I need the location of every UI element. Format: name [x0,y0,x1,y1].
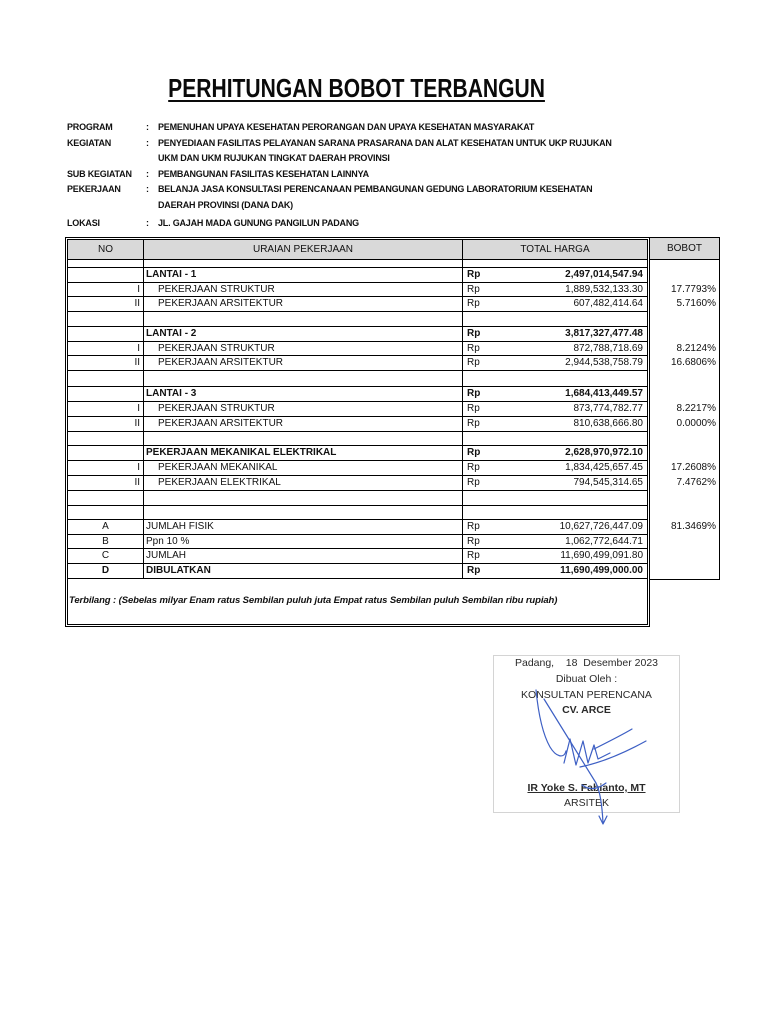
total-price-cell [463,417,647,431]
table-row [68,549,647,564]
amount-value: 3,817,327,477.48 [565,328,643,339]
amount-value: 1,834,425,657.45 [565,462,643,473]
bobot-column [650,237,720,580]
bobot-value [650,549,719,564]
bobot-value: 17.7793% [670,284,716,295]
total-price-cell [463,535,647,548]
bobot-value [650,268,719,283]
amount-value: 873,774,782.77 [573,403,643,414]
empty-row [68,260,647,268]
colon-separator: : [146,184,149,194]
colon-separator: : [146,122,149,132]
bobot-value [650,260,719,268]
currency-label: Rp [467,357,480,368]
item-description: PEKERJAAN ELEKTRIKAL [144,476,463,490]
total-price-cell [463,342,647,355]
total-price-cell [463,327,647,341]
signer-title: ARSITEK [564,797,609,809]
row-number [68,268,144,282]
amount-value: 1,062,772,644.71 [565,536,643,547]
terbilang-text: Terbilang : (Sebelas milyar Enam ratus Sembilan puluh juta Empat ratus Sembilan puluh Sembilan ribu rupiah) [69,595,558,606]
total-price-cell [463,268,647,282]
title-container [0,73,714,103]
amount-value: 872,788,718.69 [573,343,643,354]
info-value [158,182,707,213]
total-price-cell [463,283,647,296]
row-number [68,387,144,401]
row-number [68,506,144,519]
info-value [158,216,707,232]
item-description: PEKERJAAN STRUKTUR [144,402,463,416]
table-body [68,260,647,579]
item-description [144,491,463,505]
currency-label: Rp [467,343,480,354]
item-description: PEKERJAAN ARSITEKTUR [144,417,463,431]
bobot-value: 8.2124% [676,343,716,354]
info-value-line: PEMBANGUNAN FASILITAS KESEHATAN LAINNYA [158,168,369,179]
bobot-value: 8.2217% [676,403,716,414]
table-row [68,387,647,402]
item-description: LANTAI - 2 [144,327,463,341]
row-number [68,446,144,460]
row-number: I [68,461,144,475]
item-description [144,506,463,519]
table-row [68,342,647,356]
empty-row [68,432,647,446]
info-value-line: JL. GAJAH MADA GUNUNG PANGILUN PADANG [158,218,359,228]
place-date: Padang, 18 Desember 2023 [514,657,658,669]
info-value [158,120,707,136]
row-number: II [68,297,144,311]
signature-stroke [594,729,632,749]
info-value [158,136,707,167]
bobot-value: 17.2608% [670,462,716,473]
bobot-value [650,312,719,327]
item-description: JUMLAH FISIK [144,520,463,534]
amount-value: 11,690,499,000.00 [560,565,643,576]
total-price-cell [463,549,647,563]
item-description: PEKERJAAN STRUKTUR [144,342,463,355]
row-number [68,312,144,326]
total-price-cell [463,432,647,445]
currency-label: Rp [467,521,480,532]
table-row [68,327,647,342]
header-total-harga: TOTAL HARGA [520,244,590,255]
row-number: D [68,564,144,578]
row-number: B [68,535,144,548]
bobot-value [650,535,719,549]
total-price-cell [463,371,647,386]
info-row [67,216,707,232]
item-description: PEKERJAAN MEKANIKAL ELEKTRIKAL [144,446,463,460]
row-number: A [68,520,144,534]
row-number [68,327,144,341]
bobot-value [650,327,719,342]
colon-separator: : [146,137,149,148]
handwritten-signature [520,685,670,830]
bobot-value [650,506,719,520]
cost-table [65,237,650,627]
table-row [68,446,647,461]
currency-label: Rp [467,447,481,458]
item-description: LANTAI - 1 [144,268,463,282]
bobot-value [650,446,719,461]
table-row [68,297,647,312]
bobot-value [650,371,719,387]
info-row [67,136,707,167]
item-description: PEKERJAAN STRUKTUR [144,283,463,296]
total-price-cell [463,312,647,326]
total-price-cell [463,402,647,416]
bobot-value [650,564,719,579]
total-price-cell [463,520,647,534]
row-number: I [68,402,144,416]
amount-value: 11,690,499,091.80 [560,550,643,561]
amount-value: 2,497,014,547.94 [565,269,643,280]
bobot-value: 0.0000% [676,418,716,429]
item-description [144,312,463,326]
empty-row [68,491,647,506]
header-uraian: URAIAN PEKERJAAN [144,240,463,259]
info-label: SUB KEGIATAN [67,168,132,179]
currency-label: Rp [467,536,480,547]
table-row [68,461,647,476]
company-name: CV. ARCE [562,704,611,716]
header-no: NO [68,240,144,259]
signature-stroke [580,741,646,767]
table-row [68,535,647,549]
signature-stroke [536,690,566,756]
item-description: JUMLAH [144,549,463,563]
signature-stroke [544,699,603,823]
amount-value: 1,889,532,133.30 [565,284,643,295]
info-row [67,167,707,183]
total-price-cell [463,387,647,401]
currency-label: Rp [467,328,481,339]
bobot-value: 7.4762% [676,477,716,488]
info-value-line: DAERAH PROVINSI (DANA DAK) [158,199,293,210]
currency-label: Rp [467,565,481,576]
bobot-values [650,260,719,579]
row-number [68,260,144,267]
info-value [158,167,707,183]
row-number: I [68,283,144,296]
total-price-cell [463,476,647,490]
bobot-value [650,491,719,506]
info-label: LOKASI [67,218,100,228]
item-description: PEKERJAAN ARSITEKTUR [144,356,463,370]
total-price-cell [463,461,647,475]
amount-value: 810,638,666.80 [573,418,643,429]
row-number [68,371,144,386]
table-row [68,417,647,432]
document-title: PERHITUNGAN BOBOT TERBANGUN [168,73,546,103]
empty-row [68,371,647,387]
info-value-line: UKM DAN UKM RUJUKAN TINGKAT DAERAH PROVINSI [158,153,390,163]
info-label: PROGRAM [67,122,113,132]
header-bobot: BOBOT [650,238,719,260]
bobot-value: 16.6806% [670,357,716,368]
row-number: II [68,356,144,370]
table-row [68,520,647,535]
total-price-cell [463,506,647,519]
item-description: Ppn 10 % [144,535,463,548]
amount-value: 794,545,314.65 [573,477,643,488]
total-price-cell [463,491,647,505]
row-number: II [68,417,144,431]
empty-row [68,506,647,520]
info-label: KEGIATAN [67,137,112,148]
row-number [68,491,144,505]
item-description: PEKERJAAN ARSITEKTUR [144,297,463,311]
amount-value: 2,628,970,972.10 [565,447,643,458]
bobot-value: 81.3469% [670,521,716,532]
colon-separator: : [146,168,149,179]
item-description [144,432,463,445]
item-description: LANTAI - 3 [144,387,463,401]
currency-label: Rp [467,298,480,309]
consultant-role: KONSULTAN PERENCANA [521,689,652,701]
currency-label: Rp [467,284,480,295]
row-number: II [68,476,144,490]
item-description [144,260,463,267]
table-row [68,356,647,371]
info-value-line: BELANJA JASA KONSULTASI PERENCANAAN PEMBANGUNAN GEDUNG LABORATORIUM KESEHATAN [158,184,593,194]
project-info [67,120,707,232]
table-row [68,268,647,283]
table-row [68,283,647,297]
total-price-cell [463,260,647,267]
amount-value: 2,944,538,758.79 [565,357,643,368]
row-number: I [68,342,144,355]
total-price-cell [463,356,647,370]
bobot-value: 5.7160% [676,298,716,309]
currency-label: Rp [467,477,480,488]
table-row [68,564,647,579]
info-label: PEKERJAAN [67,184,121,194]
currency-label: Rp [467,269,481,280]
total-price-cell [463,297,647,311]
signer-name: IR Yoke S. Fabianto, MT [527,782,646,794]
row-number: C [68,549,144,563]
bobot-value [650,432,719,446]
info-value-line: PENYEDIAAN FASILITAS PELAYANAN SARANA PRASARANA DAN ALAT KESEHATAN UNTUK UKP RUJUKAN [158,137,612,148]
amount-value: 1,684,413,449.57 [565,388,643,399]
currency-label: Rp [467,403,480,414]
total-price-cell [463,446,647,460]
row-number [68,432,144,445]
bobot-value [650,387,719,402]
item-description: PEKERJAAN MEKANIKAL [144,461,463,475]
info-value-line: PEMENUHAN UPAYA KESEHATAN PERORANGAN DAN UPAYA KESEHATAN MASYARAKAT [158,122,535,132]
info-row [67,120,707,136]
table-row [68,402,647,417]
amount-value: 607,482,414.64 [573,298,643,309]
signature-stroke [582,783,606,789]
currency-label: Rp [467,418,480,429]
total-price-cell [463,564,647,578]
amount-value: 10,627,726,447.09 [559,521,643,532]
table-header [68,240,647,260]
info-row [67,182,707,213]
colon-separator: : [146,218,149,228]
currency-label: Rp [467,462,480,473]
item-description [144,371,463,386]
currency-label: Rp [467,550,480,561]
made-by-label: Dibuat Oleh : [555,673,618,685]
item-description: DIBULATKAN [144,564,463,578]
table-row [68,476,647,491]
currency-label: Rp [467,388,481,399]
empty-row [68,312,647,327]
